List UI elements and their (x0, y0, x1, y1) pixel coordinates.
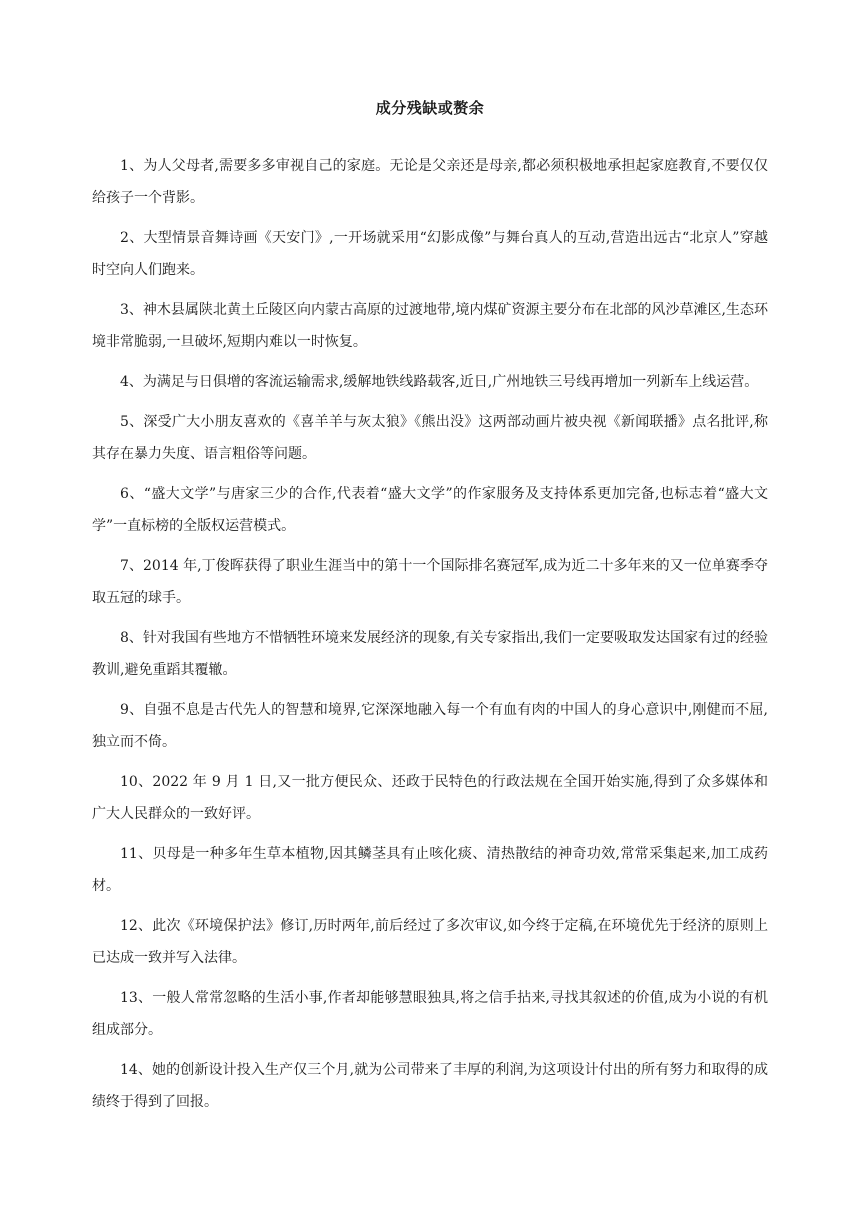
question-item-10: 10、2022 年 9 月 1 日,又一批方便民众、还政于民特色的行政法规在全国开始实施,得到了众多媒体和广大人民群众的一致好评。 (92, 774, 768, 822)
document-title: 成分残缺或赘余 (375, 99, 485, 117)
question-item-8: 8、针对我国有些地方不惜牺牲环境来发展经济的现象,有关专家指出,我们一定要吸取发达国家有过的经验教训,避免重蹈其覆辙。 (92, 630, 768, 678)
question-item-1: 1、为人父母者,需要多多审视自己的家庭。无论是父亲还是母亲,都必须积极地承担起家庭教育,不要仅仅给孩子一个背影。 (92, 158, 768, 206)
question-list (92, 150, 768, 1118)
question-item-2: 2、大型情景音舞诗画《天安门》,一开场就采用“幻影成像”与舞台真人的互动,营造出远古“北京人”穿越时空向人们跑来。 (92, 230, 768, 278)
question-item-9: 9、自强不息是古代先人的智慧和境界,它深深地融入每一个有血有肉的中国人的身心意识中,刚健而不屈,独立而不倚。 (92, 702, 768, 750)
question-item-5: 5、深受广大小朋友喜欢的《喜羊羊与灰太狼》《熊出没》这两部动画片被央视《新闻联播》点名批评,称其存在暴力失度、语言粗俗等问题。 (92, 414, 768, 462)
question-item-4: 4、为满足与日俱增的客流运输需求,缓解地铁线路载客,近日,广州地铁三号线再增加一列新车上线运营。 (120, 374, 759, 390)
question-item-3: 3、神木县属陕北黄土丘陵区向内蒙古高原的过渡地带,境内煤矿资源主要分布在北部的风沙草滩区,生态环境非常脆弱,一旦破坏,短期内难以一时恢复。 (92, 302, 768, 350)
question-item-12: 12、此次《环境保护法》修订,历时两年,前后经过了多次审议,如今终于定稿,在环境优先于经济的原则上已达成一致并写入法律。 (92, 918, 768, 966)
question-item-6: 6、“盛大文学”与唐家三少的合作,代表着“盛大文学”的作家服务及支持体系更加完备,也标志着“盛大文学”一直标榜的全版权运营模式。 (92, 486, 768, 534)
question-item-11: 11、贝母是一种多年生草本植物,因其鳞茎具有止咳化痰、清热散结的神奇功效,常常采集起来,加工成药材。 (92, 846, 768, 894)
question-item-7: 7、2014 年,丁俊晖获得了职业生涯当中的第十一个国际排名赛冠军,成为近二十多年来的又一位单赛季夺取五冠的球手。 (92, 558, 768, 606)
question-item-14: 14、她的创新设计投入生产仅三个月,就为公司带来了丰厚的利润,为这项设计付出的所有努力和取得的成绩终于得到了回报。 (92, 1062, 768, 1110)
question-item-13: 13、一般人常常忽略的生活小事,作者却能够慧眼独具,将之信手拈来,寻找其叙述的价值,成为小说的有机组成部分。 (92, 990, 768, 1038)
